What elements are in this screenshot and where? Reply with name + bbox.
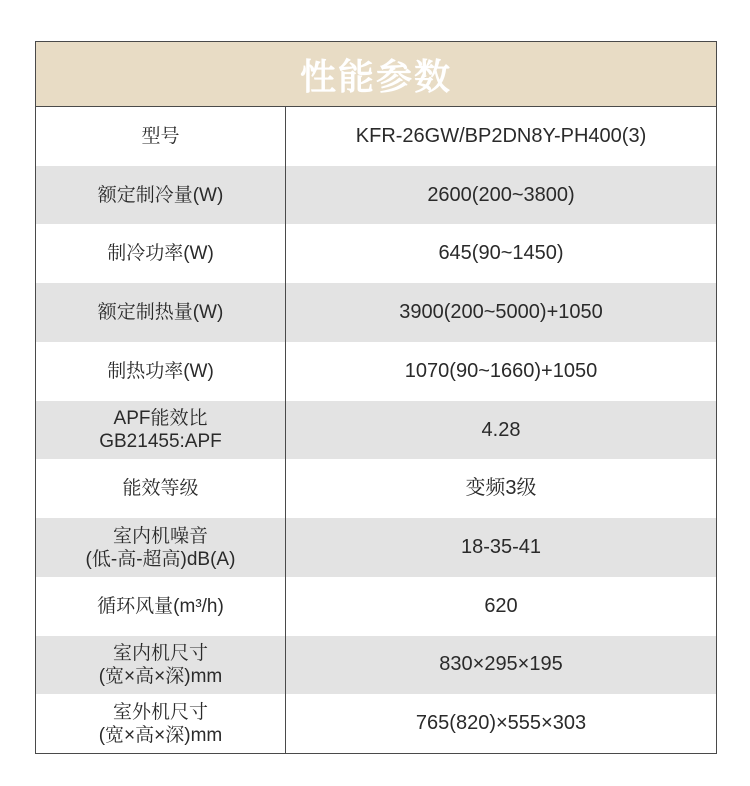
row-label-line: (低-高-超高)dB(A) [85, 548, 236, 570]
row-label [36, 342, 286, 401]
table-row-rated-cooling [36, 166, 716, 225]
row-label-line: APF能效比 [113, 408, 208, 430]
table-row-apf [36, 401, 716, 460]
table-row-outdoor-size [36, 694, 716, 753]
row-value: 765(820)×555×303 [415, 712, 587, 735]
row-label-line: 室外机尺寸 [112, 701, 208, 723]
row-label [36, 224, 286, 283]
row-label-line: 制冷功率(W) [107, 243, 214, 265]
row-label-line: 额定制热量(W) [97, 302, 224, 324]
row-label [36, 518, 286, 577]
row-label-line: 额定制冷量(W) [97, 184, 224, 206]
row-value: 1070(90~1660)+1050 [404, 359, 598, 382]
row-label-line: 制热功率(W) [107, 360, 214, 382]
table-row-cooling-power [36, 224, 716, 283]
row-value: 4.28 [481, 418, 521, 441]
table-row-model [36, 107, 716, 166]
row-value: 18-35-41 [460, 536, 542, 558]
row-label-line: (宽×高×深)mm [98, 665, 223, 687]
table-body [36, 107, 716, 753]
row-label-line: 室内机噪音 [112, 525, 208, 547]
row-label [36, 166, 286, 225]
table-row-airflow [36, 577, 716, 636]
table-row-rated-heating [36, 283, 716, 342]
row-value: KFR-26GW/BP2DN8Y-PH400(3) [355, 124, 647, 147]
table-row-indoor-noise [36, 518, 716, 577]
spec-table [35, 41, 717, 754]
table-title: 性能参数 [299, 55, 452, 97]
row-label-line: 室内机尺寸 [112, 642, 208, 664]
table-header [36, 42, 716, 107]
row-label-line: (宽×高×深)mm [98, 724, 223, 746]
row-label-line: 能效等级 [122, 478, 199, 500]
row-label-line: GB21455:APF [99, 431, 222, 453]
table-row-energy-grade [36, 459, 716, 518]
row-label-line: 循环风量(m³/h) [97, 595, 224, 617]
row-value: 645(90~1450) [438, 242, 564, 265]
table-row-indoor-size [36, 636, 716, 695]
table-row-heating-power [36, 342, 716, 401]
row-value: 2600(200~3800) [427, 183, 575, 206]
row-value: 620 [484, 594, 518, 617]
row-label [36, 577, 286, 636]
row-label [36, 401, 286, 460]
row-label [36, 107, 286, 166]
row-label [36, 694, 286, 753]
row-value: 830×295×195 [439, 653, 563, 676]
row-label [36, 636, 286, 695]
row-label [36, 283, 286, 342]
row-label-line: 型号 [141, 125, 180, 147]
row-value: 3900(200~5000)+1050 [399, 301, 603, 324]
row-value: 变频3级 [465, 477, 537, 500]
row-label [36, 459, 286, 518]
